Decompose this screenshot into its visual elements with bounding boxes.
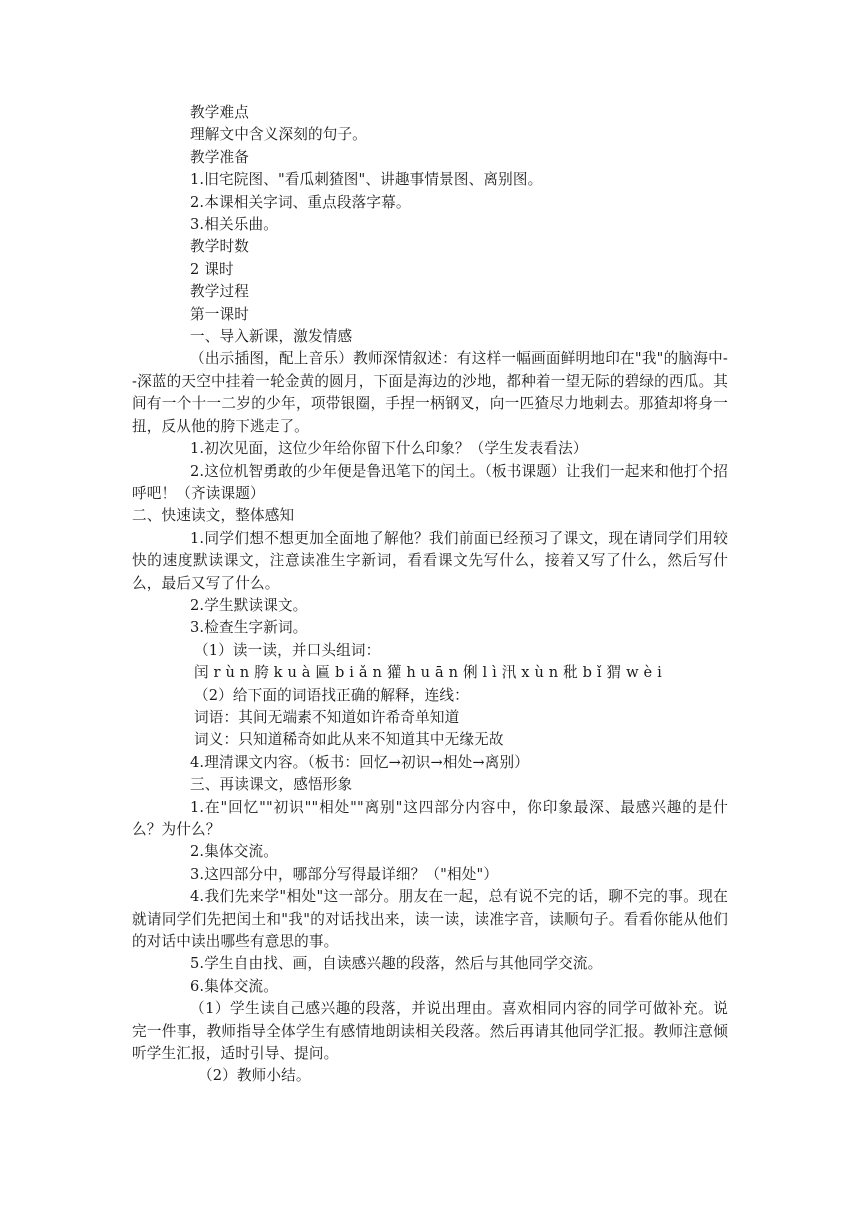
lesson-plan-body bbox=[132, 102, 728, 1088]
text-line: 理解文中含义深刻的句子。 bbox=[190, 126, 367, 144]
text-line: 1.初次见面，这位少年给你留下什么印象？（学生发表看法） bbox=[190, 440, 588, 458]
paragraph: 1.同学们想不想更加全面地了解他？我们前面已经预习了课文，现在请同学们用较快的速度默读课文，注意读准生字新词，看看课文先写什么，接着又写了什么，然后写什么，最后又写了什么。 bbox=[132, 529, 728, 592]
text-line: 三、再读课文，感悟形象 bbox=[190, 776, 353, 794]
paragraph: 2.这位机智勇敢的少年便是鲁迅笔下的闰土。（板书课题）让我们一起来和他打个招呼吧！（齐读课题） bbox=[132, 462, 728, 502]
text-line: 2.本课相关字词、重点段落字幕。 bbox=[190, 193, 411, 211]
text-line: 词义：只知道稀奇如此从来不知道其中无缘无故 bbox=[194, 731, 504, 749]
paragraph: 4.我们先来学"相处"这一部分。朋友在一起，总有说不完的话，聊不完的事。现在就请同学们先把闰土和"我"的对话找出来，读一读，读准字音，读顺句子。看看你能从他们的对话中读出哪些有意思的事。 bbox=[132, 888, 728, 951]
text-line: 4.理清课文内容。（板书：回忆→初识→相处→离别） bbox=[190, 753, 529, 771]
paragraph: （出示插图，配上音乐）教师深情叙述：有这样一幅画面鲜明地印在"我"的脑海中--深蓝的天空中挂着一轮金黄的圆月，下面是海边的沙地，都种着一望无际的碧绿的西瓜。其间有一个十一二岁的少年，项带银圈，手捏一柄钢叉，向一匹猹尽力地刺去。那猹却将身一扭，反从他的胯下逃走了。 bbox=[132, 350, 728, 435]
paragraph: 1.在"回忆""初识""相处""离别"这四部分内容中，你印象最深、最感兴趣的是什么？为什么？ bbox=[132, 798, 728, 838]
text-line: 教学过程 bbox=[190, 283, 249, 301]
text-line: 1.旧宅院图、"看瓜刺猹图"、讲趣事情景图、离别图。 bbox=[190, 171, 543, 189]
text-line: 教学准备 bbox=[190, 148, 249, 166]
text-line: 2.集体交流。 bbox=[190, 843, 278, 861]
text-line: 第一课时 bbox=[190, 305, 249, 323]
text-line: 2 课时 bbox=[190, 260, 234, 278]
text-line: 闰 r ù n 胯 k u à 匾 b i ǎ n 獾 h u ā n 俐 l ì 汛 x ù n 秕 b ǐ 猬 w è i bbox=[194, 664, 662, 682]
text-line: 二、快速读文，整体感知 bbox=[132, 507, 295, 525]
text-line: 教学时数 bbox=[190, 238, 249, 256]
text-line: 一、导入新课，激发情感 bbox=[190, 328, 353, 346]
text-line: 词语：其间无端素不知道如许希奇单知道 bbox=[194, 708, 460, 726]
text-line: （1）读一读，并口头组词： bbox=[194, 641, 381, 659]
text-line: 5.学生自由找、画，自读感兴趣的段落，然后与其他同学交流。 bbox=[190, 955, 603, 973]
text-line: （2）教师小结。 bbox=[198, 1067, 311, 1085]
text-line: 3.相关乐曲。 bbox=[190, 216, 278, 234]
text-line: 6.集体交流。 bbox=[190, 977, 278, 995]
text-line: 2.学生默读课文。 bbox=[190, 596, 308, 614]
text-line: （2）给下面的词语找正确的解释，连线： bbox=[194, 686, 469, 704]
paragraph: （1）学生读自己感兴趣的段落，并说出理由。喜欢相同内容的同学可做补充。说完一件事，教师指导全体学生有感情地朗读相关段落。然后再请其他同学汇报。教师注意倾听学生汇报，适时引导、提问。 bbox=[132, 1000, 728, 1063]
text-line: 3.检查生字新词。 bbox=[190, 619, 308, 637]
text-line: 教学难点 bbox=[190, 104, 249, 121]
text-line: 3.这四部分中，哪部分写得最详细？（"相处"） bbox=[190, 865, 499, 883]
